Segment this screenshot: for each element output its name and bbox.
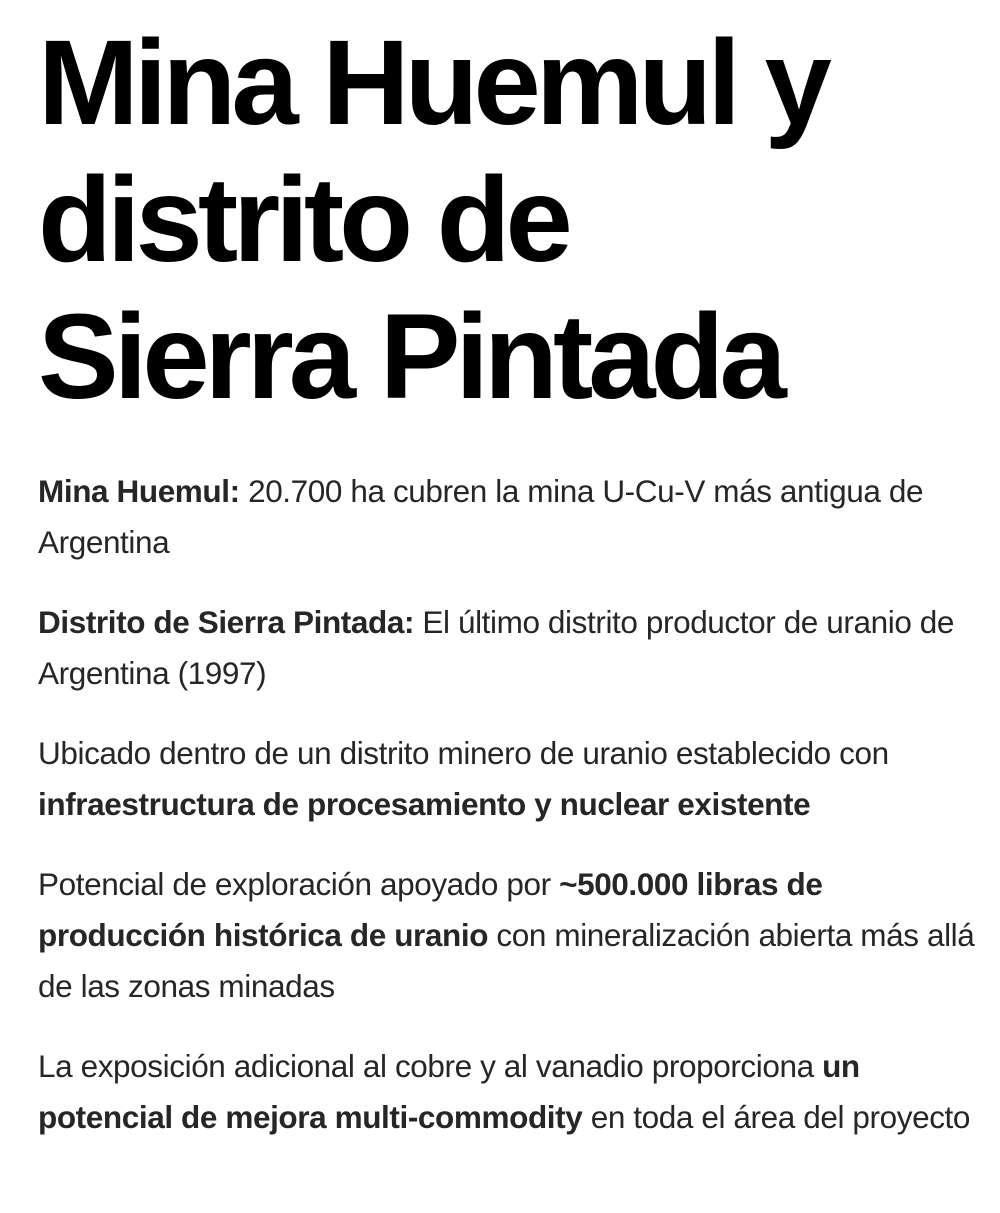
feature-item-text: La exposición adicional al cobre y al vanadio proporciona	[38, 1048, 823, 1084]
feature-item-text: Potencial de exploración apoyado por	[38, 866, 560, 902]
title-line-3: Sierra Pintada	[38, 288, 782, 424]
feature-item-highlight: infraestructura de procesamiento y nuclear existente	[38, 786, 811, 822]
feature-item-label: Mina Huemul:	[38, 473, 240, 509]
document-page	[38, 0, 993, 1172]
feature-item-text-after: con mineralización abierta más allá de las zonas minadas	[38, 917, 975, 1004]
title-line-2: distrito de	[38, 151, 568, 287]
feature-item-infrastructure	[38, 728, 993, 830]
feature-item-text: El último distrito productor de uranio de Argentina (1997)	[38, 604, 955, 691]
feature-item-sierra-pintada	[38, 597, 993, 699]
feature-item-text-after: en toda el área del proyecto	[582, 1099, 971, 1135]
feature-item-multi-commodity	[38, 1041, 993, 1143]
feature-item-text: Ubicado dentro de un distrito minero de uranio establecido con	[38, 735, 889, 771]
feature-list	[38, 466, 993, 1143]
feature-item-highlight: ~500.000 libras de producción histórica de uranio	[38, 866, 823, 953]
feature-item-mina-huemul	[38, 466, 993, 568]
feature-item-highlight: un potencial de mejora multi-commodity	[38, 1048, 860, 1135]
title-line-1: Mina Huemul y	[38, 14, 827, 150]
feature-item-text: 20.700 ha cubren la mina U-Cu-V más antigua de Argentina	[38, 473, 924, 560]
feature-item-label: Distrito de Sierra Pintada:	[38, 604, 415, 640]
feature-item-exploration	[38, 859, 993, 1012]
page-title	[38, 0, 993, 425]
